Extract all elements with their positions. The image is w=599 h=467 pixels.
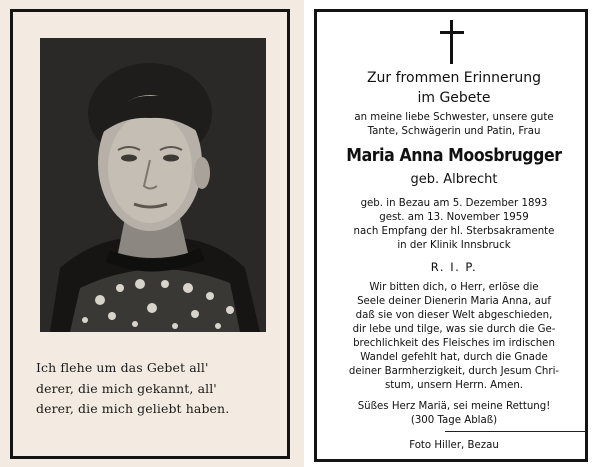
prayer-line: Seele deiner Dienerin Maria Anna, auf — [357, 296, 551, 307]
photo-credit: Foto Hiller, Bezau — [409, 440, 499, 451]
death-note-line: nach Empfang der hl. Sterbsakramente — [353, 226, 555, 237]
relation-line: Tante, Schwägerin und Patin, Frau — [367, 126, 541, 137]
portrait-photo — [40, 38, 266, 332]
divider — [445, 431, 585, 432]
prayer-line: daß sie von dieser Welt abgeschieden, — [355, 310, 553, 321]
maiden-name: geb. Albrecht — [410, 172, 498, 187]
prayer-line: Wandel gefehlt hat, durch die Gnade — [360, 352, 548, 363]
relation-line: an meine liebe Schwester, unsere gute — [354, 112, 554, 123]
memorial-verse — [36, 358, 276, 420]
indulgence-line: (300 Tage Ablaß) — [410, 415, 498, 426]
invocation-line: Süßes Herz Mariä, sei meine Rettung! — [357, 401, 551, 412]
birth-line: geb. in Bezau am 5. Dezember 1893 — [360, 198, 548, 209]
prayer-line: brechlichkeit des Fleisches im irdischen — [353, 338, 555, 349]
prayer-line: dir lebe und tilge, was sie durch die Ge- — [352, 324, 556, 335]
death-line: gest. am 13. November 1959 — [379, 212, 529, 223]
deceased-name: Maria Anna Moosbrugger — [346, 146, 562, 166]
prayer-line: deiner Barmherzigkeit, durch Jesum Chri- — [348, 366, 560, 377]
heading-line: Zur frommen Erinnerung — [366, 70, 542, 86]
portrait-image — [40, 38, 266, 332]
cross-icon — [438, 20, 466, 64]
verse-line: Ich flehe um das Gebet all' — [36, 360, 209, 375]
memorial-card-back — [305, 0, 599, 467]
prayer-line: stum, unsern Herrn. Amen. — [384, 380, 524, 391]
prayer-line: Wir bitten dich, o Herr, erlöse die — [369, 282, 539, 293]
rip-line: R. I. P. — [430, 260, 478, 274]
verse-line: derer, die mich gekannt, all' — [36, 380, 217, 396]
heading-line: im Gebete — [417, 90, 491, 106]
death-note-line: in der Klinik Innsbruck — [397, 240, 511, 251]
verse-line: derer, die mich geliebt haben. — [36, 401, 230, 416]
